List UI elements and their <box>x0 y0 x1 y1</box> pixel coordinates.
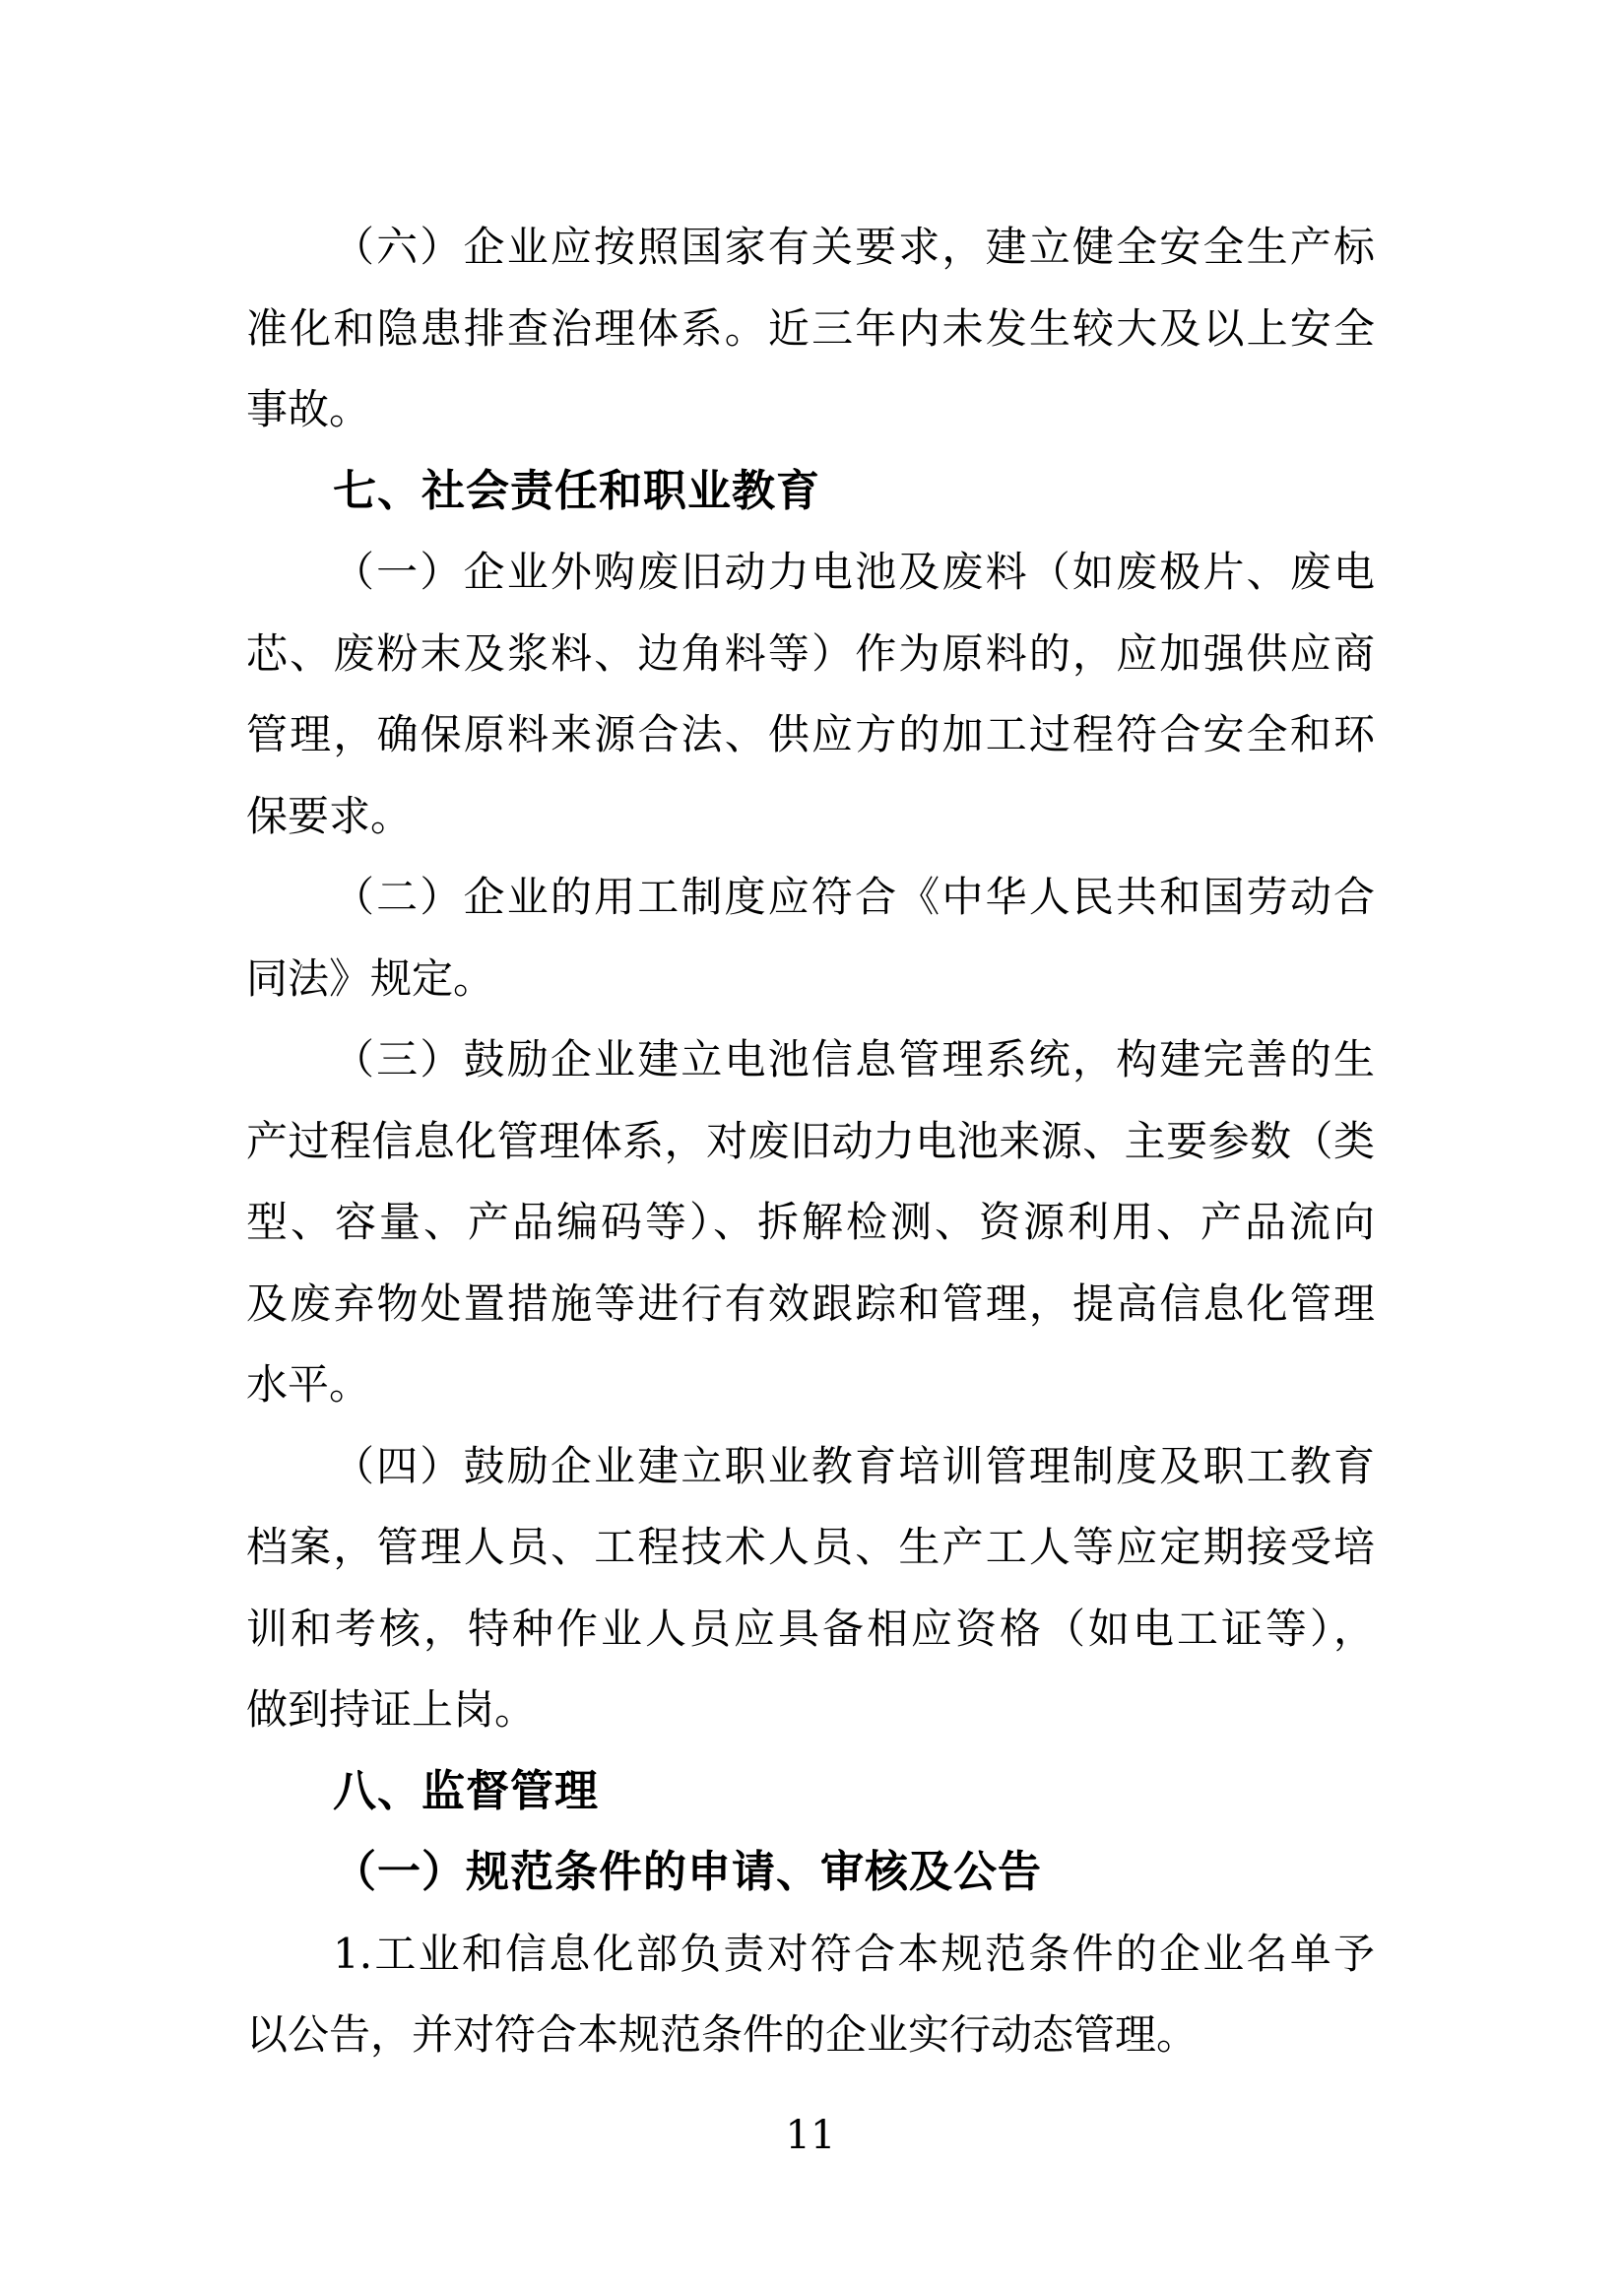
text-line: （一）企业外购废旧动力电池及废料（如废极片、废电 <box>333 548 1375 596</box>
text-line: 档案，管理人员、工程技术人员、生产工人等应定期接受培 <box>246 1523 1375 1571</box>
text-line: 水平。 <box>246 1360 371 1409</box>
text-line: （六）企业应按照国家有关要求，建立健全安全生产标 <box>333 223 1375 271</box>
text-line: 芯、废粉末及浆料、边角料等）作为原料的，应加强供应商 <box>246 628 1375 678</box>
text-line: 做到持证上岗。 <box>246 1685 537 1734</box>
text-line: 产过程信息化管理体系，对废旧动力电池来源、主要参数（类 <box>246 1116 1375 1165</box>
text-line: 训和考核，特种作业人员应具备相应资格（如电工证等）， <box>246 1604 1375 1653</box>
text-line: （二）企业的用工制度应符合《中华人民共和国劳动合 <box>333 873 1375 921</box>
section-heading: （一）规范条件的申请、审核及公告 <box>333 1847 1042 1897</box>
text-line: 1.工业和信息化部负责对符合本规范条件的企业名单予 <box>333 1929 1375 1978</box>
section-heading: 八、监督管理 <box>333 1765 599 1816</box>
text-line: 管理，确保原料来源合法、供应方的加工过程符合安全和环 <box>246 710 1375 758</box>
text-line: （三）鼓励企业建立电池信息管理系统，构建完善的生 <box>333 1035 1375 1083</box>
document-body <box>246 207 1375 2076</box>
text-line: （四）鼓励企业建立职业教育培训管理制度及职工教育 <box>333 1441 1375 1490</box>
text-line: 保要求。 <box>246 791 413 840</box>
text-line: 型、容量、产品编码等）、拆解检测、资源利用、产品流向 <box>246 1198 1375 1246</box>
text-line: 及废弃物处置措施等进行有效跟踪和管理，提高信息化管理 <box>246 1279 1375 1328</box>
page-number: 11 <box>785 2113 836 2158</box>
text-line: 准化和隐患排查治理体系。近三年内未发生较大及以上安全 <box>246 303 1375 353</box>
section-heading: 七、社会责任和职业教育 <box>333 465 820 516</box>
text-line: 事故。 <box>246 385 371 433</box>
text-line: 以公告，并对符合本规范条件的企业实行动态管理。 <box>246 2010 1199 2059</box>
text-line: 同法》规定。 <box>246 953 495 1003</box>
